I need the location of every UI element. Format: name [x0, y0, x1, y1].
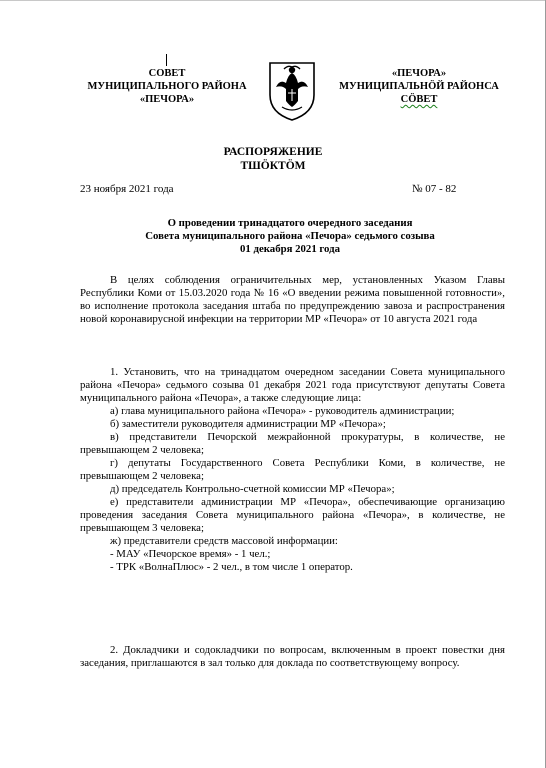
header-left-line: СОВЕТ: [148, 68, 186, 79]
document-subject: [100, 217, 480, 256]
header-right-line: МУНИЦИПАЛЬНÖЙ РАЙОНСА: [339, 81, 499, 92]
item-2-block: [80, 644, 505, 670]
header-left-line: МУНИЦИПАЛЬНОГО РАЙОНА: [87, 81, 247, 92]
document-date: 23 ноября 2021 года: [80, 183, 174, 195]
item-1-block: [80, 366, 505, 574]
text-cursor: [166, 54, 167, 66]
item-2-paragraph: 2. Докладчики и содокладчики по вопросам, включенным в проект повестки дня заседания, приглашаются в зал только для доклада по соответствующему вопросу.: [80, 644, 505, 669]
subitem-media-1: - МАУ «Печорское время» - 1 чел.;: [110, 548, 271, 560]
document-type-title: РАСПОРЯЖЕНИЕ: [223, 146, 323, 158]
header-right-block: [332, 67, 506, 106]
coat-of-arms-emblem: [262, 57, 322, 123]
subitem-g: г) депутаты Государственного Совета Республики Коми, в количестве, не превышающем 2 человека;: [80, 457, 505, 482]
page-top-edge: [0, 0, 546, 1]
document-number: № 07 - 82: [412, 183, 457, 195]
subitem-v: в) представители Печорской межрайонной прокуратуры, в количестве, не превышающем 2 человека;: [80, 431, 505, 456]
subitem-media-2: - ТРК «ВолнаПлюс» - 2 чел., в том числе 1 оператор.: [110, 561, 353, 573]
header-left-block: [78, 67, 256, 106]
header-right-line: СÖВЕТ: [400, 94, 438, 105]
preamble-paragraph: В целях соблюдения ограничительных мер, установленных Указом Главы Республики Коми от 15.03.2020 года № 16 «О введении режима повышенной готовности», во исполнение протокола заседания штаба по предупреждению завоза и распространения новой коронавирусной инфекции на территории МР «Печора» от 10 августа 2021 года: [80, 274, 505, 325]
subitem-a: а) глава муниципального района «Печора» - руководитель администрации;: [110, 405, 455, 417]
header-right-line: «ПЕЧОРА»: [391, 68, 447, 79]
subject-line: О проведении тринадцатого очередного заседания: [167, 217, 413, 229]
preamble-paragraph-block: [80, 274, 505, 326]
item-1-paragraph: 1. Установить, что на тринадцатом очередном заседании Совета муниципального района «Печора» седьмого созыва 01 декабря 2021 года присутствуют депутаты Совета муниципального района «Печора», а также следующие лица:: [80, 366, 505, 404]
document-type-title-komi: ТШÖКТÖМ: [240, 160, 306, 172]
subject-line: Совета муниципального района «Печора» седьмого созыва: [145, 230, 435, 242]
subitem-b: б) заместители руководителя администрации МР «Печора»;: [110, 418, 386, 430]
subitem-d: д) председатель Контрольно-счетной комиссии МР «Печора»;: [110, 483, 395, 495]
header-left-line: «ПЕЧОРА»: [139, 94, 195, 105]
subitem-zh: ж) представители средств массовой информации:: [110, 535, 338, 547]
subject-line: 01 декабря 2021 года: [239, 243, 341, 255]
subitem-e: е) представители администрации МР «Печора», обеспечивающие организацию проведения заседания Совета муниципального района «Печора», в количестве, не превышающем 3 человека;: [80, 496, 505, 534]
